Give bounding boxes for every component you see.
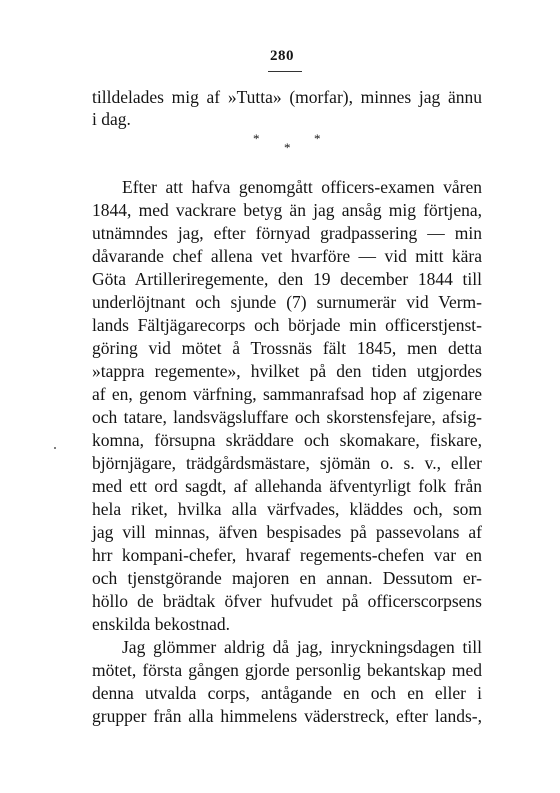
text-line-11: »tappra regemente», hvilket på den tiden utgjordes [92, 361, 482, 381]
text-line-10: göring vid mötet å Trossnäs fält 1845, men detta [92, 338, 482, 358]
page-number: 280 [270, 48, 294, 64]
text-line-2: i dag. [92, 109, 131, 129]
text-line-5: utnämndes jag, efter förnyad gradpassering — min [92, 223, 482, 243]
text-line-8: underlöjtnant och sjunde (7) surnumerär vid Verm- [92, 292, 482, 312]
text-line-17: hela riket, hvilka alla värfvades, kläddes och, som [92, 499, 482, 519]
text-line-16: med ett ord sagdt, af allehanda äfventyrligt folk från [92, 476, 482, 496]
text-line-21: höllo de brädtak öfver hufvudet på officerscorpsens [92, 591, 482, 611]
separator-star-left: * [253, 131, 260, 146]
text-line-19: hrr kompani-chefer, hvaraf regements-chefen var en [92, 545, 482, 565]
text-line-22: enskilda bekostnad. [92, 614, 231, 634]
text-line-1: tilldelades mig af »Tutta» (morfar), minnes jag ännu [92, 87, 482, 107]
margin-speck [54, 447, 56, 449]
text-line-14: komna, försupna skräddare och skomakare, fiskare, [92, 430, 482, 450]
text-line-18: jag vill minnas, äfven bespisades på passevolans af [92, 522, 482, 542]
text-line-23: Jag glömmer aldrig då jag, inryckningsdagen till [122, 637, 482, 657]
text-line-12: af en, genom värfning, sammanrafsad hop af zigenare [92, 384, 482, 404]
text-line-13: och tatare, landsvägsluffare och skorstensfejare, afsig- [92, 407, 482, 427]
text-line-3: Efter att hafva genomgått officers-examen våren [122, 177, 482, 197]
separator-star-middle: * [284, 140, 291, 155]
text-line-26: grupper från alla himmelens väderstreck, efter lands-, [92, 706, 482, 726]
separator-star-right: * [314, 131, 321, 146]
page-number-rule [268, 71, 302, 72]
text-line-7: Göta Artilleriregemente, den 19 december 1844 till [92, 269, 482, 289]
text-line-25: denna utvalda corps, antågande en och en eller i [92, 683, 482, 703]
text-line-6: dåvarande chef allena vet hvarföre — vid mitt kära [92, 246, 482, 266]
text-line-24: mötet, första gången gjorde personlig bekantskap med [92, 660, 482, 680]
text-line-20: och tjenstgörande majoren en annan. Dessutom er- [92, 568, 482, 588]
text-line-15: björnjägare, trädgårdsmästare, sjömän o. s. v., eller [92, 453, 482, 473]
text-line-4: 1844, med vackrare betyg än jag ansåg mig förtjena, [92, 200, 482, 220]
text-line-9: lands Fältjägarecorps och började min officerstjenst- [92, 315, 482, 335]
